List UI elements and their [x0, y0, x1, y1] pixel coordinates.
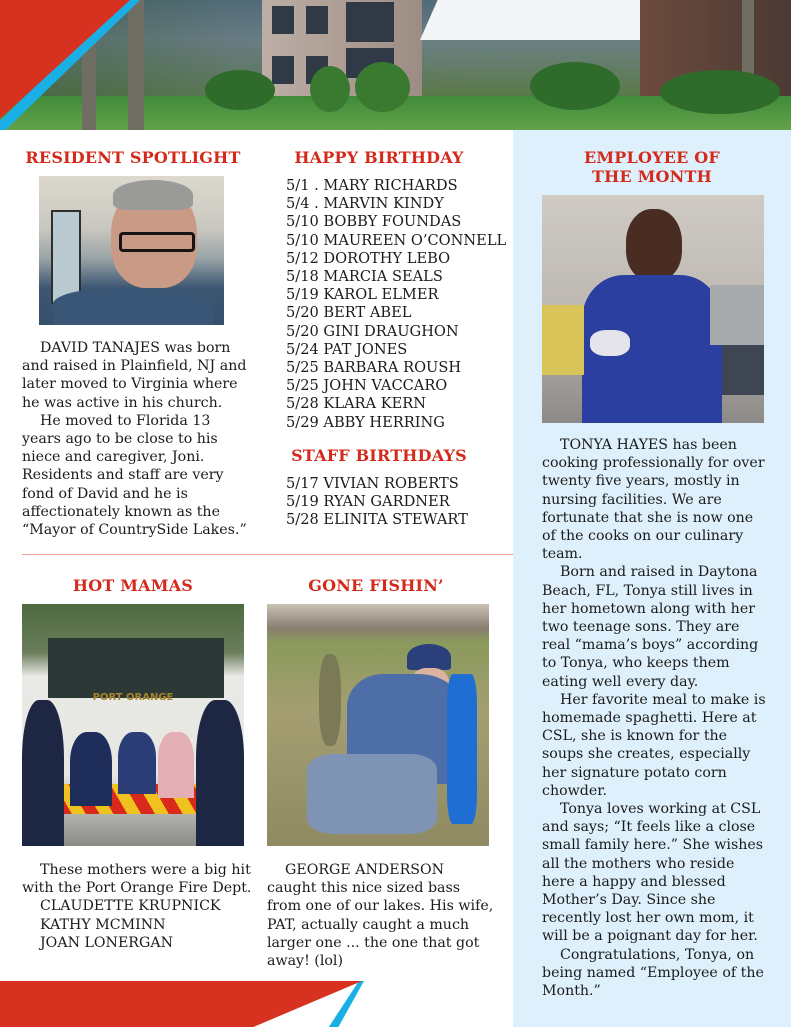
photo-pots — [710, 285, 764, 345]
resident-paragraph: DAVID TANAJES was born and raised in Plainfield, NJ and later moved to Virginia where he was active in his church. — [22, 340, 247, 411]
birthday-entry: 5/29 ABBY HERRING — [286, 413, 445, 431]
gone-fishin-title: GONE FISHIN’ — [308, 576, 444, 595]
photo-face — [626, 209, 682, 281]
photo-hair — [113, 180, 193, 210]
photo-mother — [118, 732, 156, 794]
employee-of-month-title — [513, 148, 791, 186]
birthday-entry: 5/25 JOHN VACCARO — [286, 377, 448, 395]
resident-photo — [39, 176, 224, 325]
bush — [355, 62, 410, 112]
mother-name: KATHY MCMINN — [40, 916, 166, 933]
employee-title-line2: THE MONTH — [592, 167, 712, 186]
photo-firefighter — [22, 700, 64, 846]
employee-paragraph: Born and raised in Daytona Beach, FL, Tonya still lives in her hometown along with her two teenage sons. They are real “mama’s boys” according to Tonya, who keeps them eating well every day. — [542, 564, 759, 690]
section-divider — [22, 554, 513, 555]
mother-name: CLAUDETTE KRUPNICK — [40, 898, 221, 915]
hot-mamas-photo — [22, 604, 244, 846]
gone-fishin-photo — [267, 604, 489, 846]
photo-mother — [158, 732, 194, 798]
birthday-entry: 5/18 MARCIA SEALS — [286, 268, 443, 286]
employee-paragraph: Tonya loves working at CSL and says; “It feels like a close small family here.” She wishes all the mothers who reside here a happy and blessed Mother’s Day. Since she recently lost her own mom, it will be a poignant day for her. — [542, 801, 764, 945]
gone-fishin-caption: GEORGE ANDERSON caught this nice sized bass from one of our lakes. His wife, PAT, actually caught a much larger one ... the one that got away! (lol) — [267, 862, 494, 970]
truck-windshield — [48, 638, 224, 698]
photo-mother — [70, 732, 112, 806]
birthday-entry: 5/1 . MARY RICHARDS — [286, 177, 458, 194]
birthday-entry: 5/20 BERT ABEL — [286, 304, 412, 322]
photo-chair — [447, 674, 477, 824]
hot-mamas-text — [22, 861, 252, 952]
photo-fish — [319, 654, 341, 746]
birthday-entry: 5/19 KAROL ELMER — [286, 286, 439, 304]
happy-birthday-title: HAPPY BIRTHDAY — [294, 148, 464, 167]
staff-birthdays-title: STAFF BIRTHDAYS — [291, 446, 467, 465]
employee-title-line1: EMPLOYEE OF — [583, 148, 720, 167]
building-window — [272, 6, 294, 34]
birthday-entry: 5/24 PAT JONES — [286, 340, 408, 358]
staff-birthday-list — [286, 475, 511, 530]
birthday-entry: 5/25 BARBARA ROUSH — [286, 359, 462, 377]
photo-cap — [407, 644, 451, 670]
hot-mamas-caption: These mothers were a big hit with the Port Orange Fire Dept. — [22, 862, 252, 897]
photo-stove — [722, 345, 764, 395]
hot-mamas-title: HOT MAMAS — [72, 576, 194, 595]
photo-door — [51, 210, 81, 304]
employee-paragraph: TONYA HAYES has been cooking professionally for over twenty five years, mostly in nursing facilities. We are fortunate that she is now one of the cooks on our culinary team. — [542, 437, 765, 563]
birthday-entry: 5/20 GINI DRAUGHON — [286, 322, 459, 340]
footer-accent-red — [0, 981, 362, 1027]
resident-paragraph: He moved to Florida 13 years ago to be close to his niece and caregiver, Joni. Residents and staff are very fond of David and he is affectionately known as the “Mayor of CountrySide Lakes.” — [22, 412, 247, 539]
birthday-entry: 5/10 BOBBY FOUNDAS — [286, 213, 462, 231]
photo-pants — [307, 754, 437, 834]
birthday-entry: 5/28 ELINITA STEWART — [286, 511, 468, 529]
birthday-entry: 5/4 . MARVIN KINDY — [286, 195, 444, 213]
resident-spotlight-text — [22, 339, 247, 539]
bush — [205, 70, 275, 110]
employee-paragraph: Congratulations, Tonya, on being named “Employee of the Month.” — [542, 946, 764, 1000]
mother-name: JOAN LONERGAN — [40, 934, 173, 951]
bush — [310, 66, 350, 112]
birthday-entry: 5/12 DOROTHY LEBO — [286, 249, 451, 267]
photo-glove — [590, 330, 630, 356]
employee-photo — [542, 195, 764, 423]
gone-fishin-text — [267, 861, 497, 970]
birthday-list — [286, 177, 511, 432]
photo-firefighter — [196, 700, 244, 846]
building-window — [346, 2, 394, 42]
header-awning — [420, 0, 640, 40]
employee-paragraph: Her favorite meal to make is homemade spaghetti. Here at CSL, she is known for the soups she creates, especially her signature potato corn chowder. — [542, 691, 766, 799]
tree-trunk — [128, 0, 144, 130]
employee-text — [542, 436, 767, 1000]
resident-spotlight-title: RESIDENT SPOTLIGHT — [25, 148, 241, 167]
truck-label: PORT ORANGE — [92, 692, 174, 703]
birthday-entry: 5/17 VIVIAN ROBERTS — [286, 475, 459, 492]
bush — [530, 62, 620, 110]
birthday-entry: 5/19 RYAN GARDNER — [286, 493, 450, 511]
photo-bowl — [542, 305, 584, 375]
building-window — [306, 6, 328, 34]
building-window — [272, 56, 294, 84]
photo-shirt — [53, 288, 213, 325]
photo-glasses — [119, 232, 195, 252]
birthday-entry: 5/10 MAUREEN O’CONNELL — [286, 231, 507, 249]
bush — [660, 70, 780, 114]
birthday-entry: 5/28 KLARA KERN — [286, 395, 427, 413]
